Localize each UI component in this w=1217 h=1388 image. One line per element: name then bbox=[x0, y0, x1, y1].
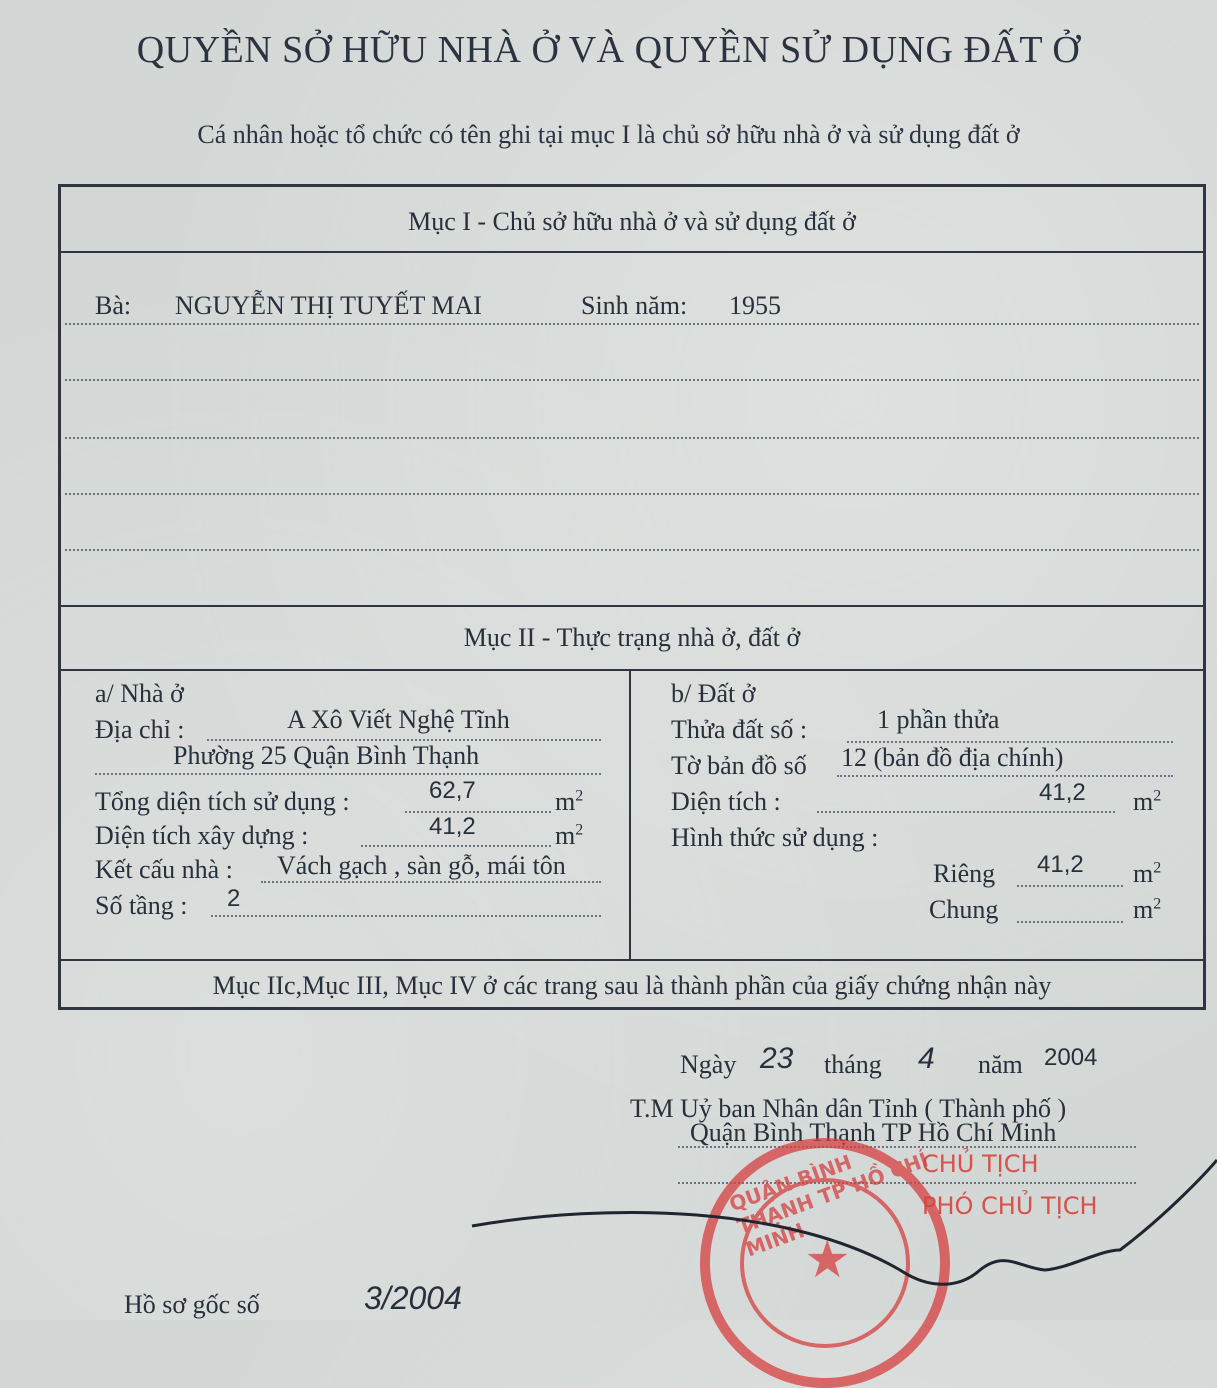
divider bbox=[61, 251, 1203, 253]
dotted-line bbox=[1017, 921, 1123, 923]
structure-label: Kết cấu nhà : bbox=[95, 855, 233, 884]
owner-name: NGUYỄN THỊ TUYẾT MAI bbox=[175, 291, 482, 320]
unit-m2 bbox=[1133, 859, 1161, 889]
unit-label: m bbox=[1133, 859, 1154, 888]
signature bbox=[460, 1140, 1217, 1320]
unit-exponent: 2 bbox=[1153, 895, 1162, 913]
floors-label: Số tầng : bbox=[95, 891, 188, 920]
usage-label: Hình thức sử dụng : bbox=[671, 823, 879, 852]
dotted-line bbox=[261, 881, 601, 883]
plot-value: 1 phần thửa bbox=[877, 705, 1000, 734]
document-title: QUYỀN SỞ HỮU NHÀ Ở VÀ QUYỀN SỬ DỤNG ĐẤT Ở bbox=[136, 29, 1081, 71]
stamp-text: QUẬN BÌNH THẠNH TP HỒ CHÍ MINH bbox=[725, 1147, 932, 1262]
month-label: tháng bbox=[824, 1050, 882, 1079]
dotted-line bbox=[65, 323, 1199, 325]
owner-prefix: Bà: bbox=[95, 291, 132, 320]
authority-line-1: T.M Uỷ ban Nhân dân Tỉnh ( Thành phố ) bbox=[630, 1094, 1067, 1123]
dotted-line bbox=[95, 773, 601, 775]
column-divider bbox=[629, 669, 631, 959]
footer-note: Mục IIc,Mục III, Mục IV ở các trang sau là thành phần của giấy chứng nhận này bbox=[212, 971, 1052, 1000]
unit-m2 bbox=[1133, 895, 1161, 925]
month-value: 4 bbox=[918, 1042, 935, 1075]
year-label: năm bbox=[978, 1050, 1023, 1079]
birth-label: Sinh năm: bbox=[581, 291, 688, 320]
day-label: Ngày bbox=[680, 1050, 737, 1079]
divider bbox=[61, 959, 1203, 961]
dotted-line bbox=[65, 549, 1199, 551]
dotted-line bbox=[65, 437, 1199, 439]
certificate-table bbox=[58, 184, 1206, 1010]
built-area-label: Diện tích xây dựng : bbox=[95, 821, 309, 850]
unit-label: m bbox=[1133, 787, 1154, 816]
authority-line-2: Quận Bình Thạnh TP Hồ Chí Minh bbox=[690, 1118, 1057, 1147]
built-area-value: 41,2 bbox=[429, 813, 476, 840]
plot-label: Thửa đất số : bbox=[671, 715, 808, 744]
land-heading: b/ Đất ở bbox=[671, 679, 756, 708]
structure-value: Vách gạch , sàn gỗ, mái tôn bbox=[277, 851, 566, 880]
address-label: Địa chỉ : bbox=[95, 715, 185, 744]
total-area-label: Tổng diện tích sử dụng : bbox=[95, 787, 350, 816]
divider bbox=[61, 669, 1203, 671]
record-label: Hồ sơ gốc số bbox=[124, 1290, 260, 1319]
unit-label: m bbox=[1133, 895, 1154, 924]
dotted-line bbox=[65, 493, 1199, 495]
address-line-2: Phường 25 Quận Bình Thạnh bbox=[173, 741, 480, 770]
private-area-value: 41,2 bbox=[1037, 851, 1084, 878]
map-value: 12 (bản đồ địa chính) bbox=[841, 743, 1064, 772]
address-line-1: A Xô Viết Nghệ Tĩnh bbox=[287, 705, 510, 734]
dotted-line bbox=[837, 775, 1173, 777]
vice-chair-title: PHÓ CHỦ TỊCH bbox=[922, 1192, 1098, 1220]
chair-title: CHỦ TỊCH bbox=[922, 1150, 1039, 1178]
unit-exponent: 2 bbox=[1153, 787, 1162, 805]
land-area-value: 41,2 bbox=[1039, 779, 1086, 806]
total-area-value: 62,7 bbox=[429, 777, 476, 804]
unit-label: m bbox=[555, 787, 576, 816]
unit-m2 bbox=[1133, 787, 1161, 817]
dotted-line bbox=[405, 811, 551, 813]
day-value: 23 bbox=[760, 1042, 794, 1075]
unit-m2 bbox=[555, 821, 583, 851]
unit-exponent: 2 bbox=[575, 821, 584, 839]
dotted-line bbox=[361, 845, 551, 847]
section-2-heading: Mục II - Thực trạng nhà ở, đất ở bbox=[463, 623, 801, 652]
unit-exponent: 2 bbox=[1153, 859, 1162, 877]
star-emblem-icon: ★ bbox=[804, 1232, 851, 1289]
dotted-line bbox=[65, 379, 1199, 381]
unit-label: m bbox=[555, 821, 576, 850]
dotted-line bbox=[817, 811, 1115, 813]
dotted-line bbox=[1017, 885, 1123, 887]
land-area-label: Diện tích : bbox=[671, 787, 781, 816]
year-value: 2004 bbox=[1044, 1044, 1098, 1071]
birth-year: 1955 bbox=[729, 291, 781, 320]
shared-label: Chung bbox=[929, 895, 999, 924]
map-label: Tờ bản đồ số bbox=[671, 751, 807, 780]
private-label: Riêng bbox=[933, 859, 996, 888]
divider bbox=[61, 605, 1203, 607]
floors-value: 2 bbox=[227, 885, 241, 912]
record-number: 3/2004 bbox=[364, 1280, 462, 1316]
document-subtitle: Cá nhân hoặc tổ chức có tên ghi tại mục I là chủ sở hữu nhà ở và sử dụng đất ở bbox=[197, 120, 1020, 149]
house-heading: a/ Nhà ở bbox=[95, 679, 184, 708]
unit-m2 bbox=[555, 787, 583, 817]
section-1-heading: Mục I - Chủ sở hữu nhà ở và sử dụng đất ở bbox=[408, 207, 856, 236]
unit-exponent: 2 bbox=[575, 787, 584, 805]
dotted-line bbox=[211, 915, 601, 917]
